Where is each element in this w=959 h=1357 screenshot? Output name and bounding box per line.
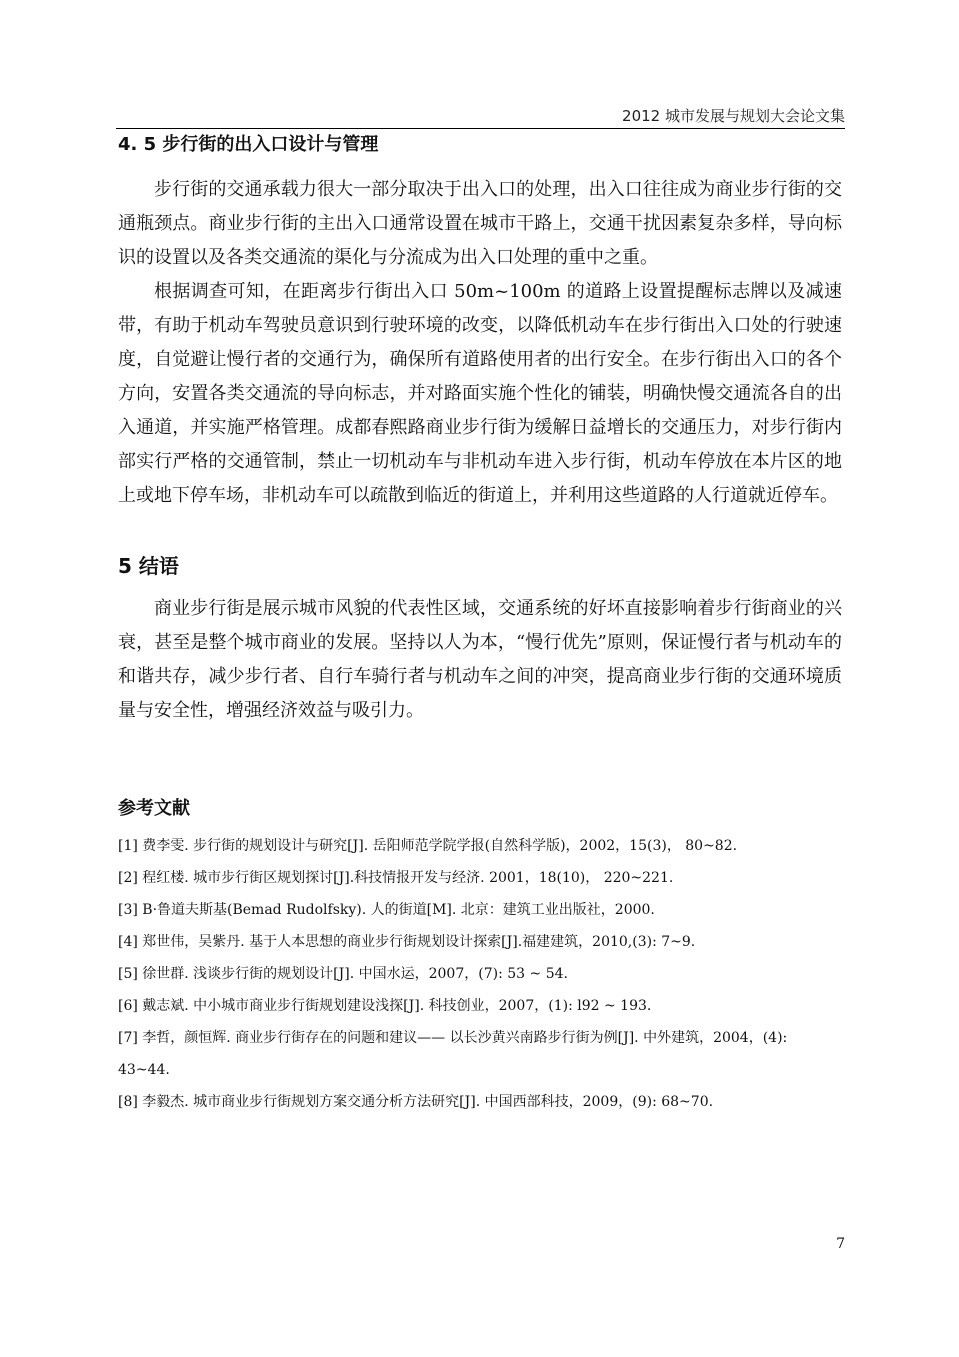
- reference-item: [7] 李哲，颜恒辉. 商业步行街存在的问题和建议—— 以长沙黄兴南路步行街为例[J]. 中外建筑，2004，(4): 43~44.: [118, 1030, 788, 1078]
- references-title: 参考文献: [118, 798, 190, 819]
- reference-item: [8] 李毅杰. 城市商业步行街规划方案交通分析方法研究[J]. 中国西部科技，2009，(9): 68~70.: [118, 1094, 714, 1110]
- reference-list: [118, 830, 842, 1118]
- body-paragraph-2: 根据调查可知，在距离步行街出入口 50m~100m 的道路上设置提醒标志牌以及减速带，有助于机动车驾驶员意识到行驶环境的改变，以降低机动车在步行街出入口处的行驶速度，自觉避让慢行者的交通行为，确保所有道路使用者的出行安全。在步行街出入口的各个方向，安置各类交通流的导向标志，并对路面实施个性化的铺装，明确快慢交通流各自的出入通道，并实施严格管理。成都春熙路商业步行街为缓解日益增长的交通压力，对步行街内部实行严格的交通管制，禁止一切机动车与非机动车进入步行街，机动车停放在本片区的地上或地下停车场，非机动车可以疏散到临近的街道上，并利用这些道路的人行道就近停车。: [118, 281, 842, 506]
- body-paragraph-1: 步行街的交通承载力很大一部分取决于出入口的处理，出入口往往成为商业步行街的交通瓶颈点。商业步行街的主出入口通常设置在城市干路上，交通干扰因素复杂多样，导向标识的设置以及各类交通流的渠化与分流成为出入口处理的重中之重。: [118, 179, 842, 268]
- reference-item: [5] 徐世群. 浅谈步行街的规划设计[J]. 中国水运，2007，(7): 53 ~ 54.: [118, 966, 568, 982]
- running-header: 2012 城市发展与规划大会论文集: [622, 107, 845, 125]
- section-heading-4-5: 4. 5 步行街的出入口设计与管理: [118, 134, 379, 155]
- reference-item: [6] 戴志斌. 中小城市商业步行街规划建设浅探[J]. 科技创业，2007，(1): l92 ~ 193.: [118, 998, 652, 1014]
- reference-item: [4] 郑世伟，吴紫丹. 基于人本思想的商业步行街规划设计探索[J].福建建筑，2010,(3): 7~9.: [118, 934, 696, 950]
- conclusion-paragraph: 商业步行街是展示城市风貌的代表性区域，交通系统的好坏直接影响着步行街商业的兴衰，甚至是整个城市商业的发展。坚持以人为本，“慢行优先”原则，保证慢行者与机动车的和谐共存，减少步行者、自行车骑行者与机动车之间的冲突，提高商业步行街的交通环境质量与安全性，增强经济效益与吸引力。: [118, 598, 842, 721]
- reference-item: [2] 程红楼. 城市步行街区规划探讨[J].科技情报开发与经济. 2001，18(10)， 220~221.: [118, 870, 674, 886]
- reference-item: [3] B·鲁道夫斯基(Bemad Rudolfsky). 人的街道[M]. 北京：建筑工业出版社，2000.: [118, 902, 655, 918]
- section-heading-5: 5 结语: [118, 554, 179, 578]
- page-number: 7: [836, 1236, 845, 1252]
- reference-item: [1] 费李雯. 步行街的规划设计与研究[J]. 岳阳师范学院学报(自然科学版)，2002，15(3)， 80~82.: [118, 838, 738, 854]
- header-rule: [116, 128, 845, 129]
